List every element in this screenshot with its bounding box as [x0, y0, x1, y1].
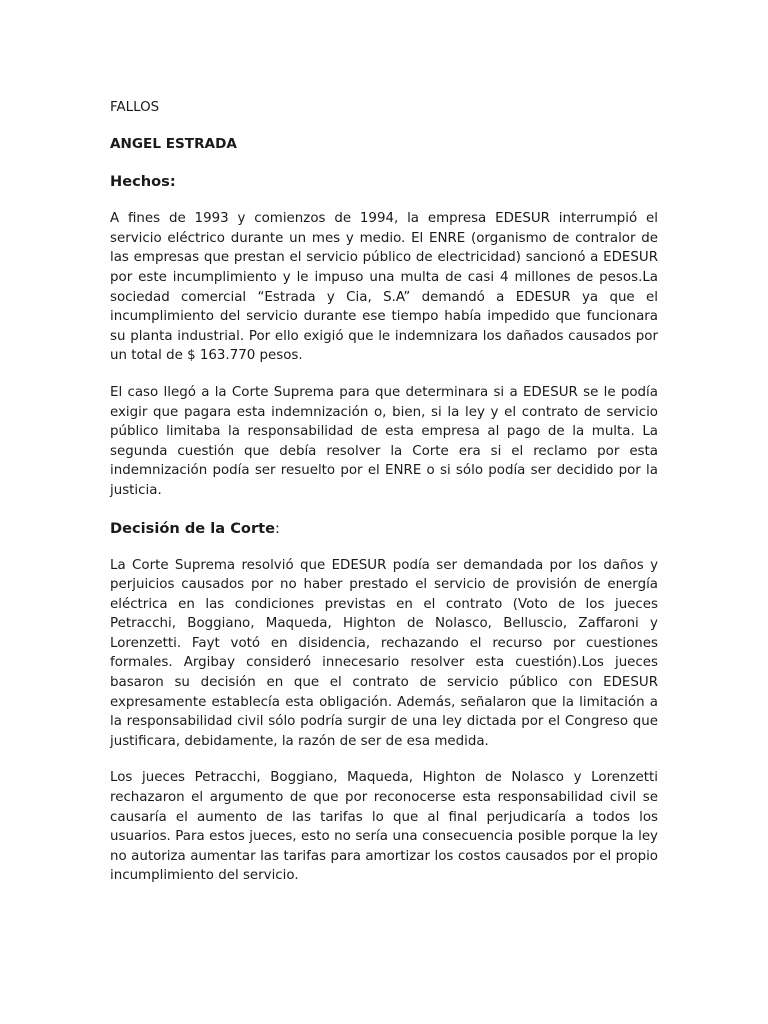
case-title: ANGEL ESTRADA — [110, 135, 237, 152]
decision-paragraph: Los jueces Petracchi, Boggiano, Maqueda, Highton de Nolasco y Lorenzetti rechazaron el argumento de que por reconocerse esta responsabilidad civil se causaría el aumento de las tarifas lo que al final perjudicaría a todos los usuarios. Para estos jueces, esto no sería una consecuencia posible porque la ley no autoriza aumentar las tarifas para amortizar los costos causados por el propio incumplimiento del servicio. — [110, 770, 658, 884]
decision-heading — [110, 518, 658, 539]
decision-paragraph: La Corte Suprema resolvió que EDESUR podía ser demandada por los daños y perjuicios causados por no haber prestado el servicio de provisión de energía eléctrica en las condiciones previstas en el contrato (Voto de los jueces Petracchi, Boggiano, Maqueda, Highton de Nolasco, Belluscio, Zaffaroni y Lorenzetti. Fayt votó en disidencia, rechazando el recurso por cuestiones formales. Argibay consideró innecesario resolver esta cuestión).Los jueces basaron su decisión en que el contrato de servicio público con EDESUR expresamente establecía esta obligación. Además, señalaron que la limitación a la responsabilidad civil sólo podría surgir de una ley dictada por el Congreso que justificara, debidamente, la razón de ser de esa medida. — [110, 557, 658, 749]
document-page — [110, 98, 658, 903]
facts-heading-text: Hechos: — [110, 173, 176, 191]
facts-paragraph: El caso llegó a la Corte Suprema para que determinara si a EDESUR se le podía exigir que pagara esta indemnización o, bien, si la ley y el contrato de servicio público limitaba la responsabilidad de esta empresa al pago de la multa. La segunda cuestión que debía resolver la Corte era si el reclamo por esta indemnización podía ser resuelto por el ENRE o si sólo podía ser decidido por la justicia. — [110, 384, 658, 498]
decision-heading-colon: : — [275, 519, 280, 537]
facts-heading — [110, 171, 658, 192]
document-label: FALLOS — [110, 100, 160, 115]
facts-paragraph: A fines de 1993 y comienzos de 1994, la empresa EDESUR interrumpió el servicio eléctrico durante un mes y medio. El ENRE (organismo de contralor de las empresas que prestan el servicio público de electricidad) sancionó a EDESUR por este incumplimiento y le impuso una multa de casi 4 millones de pesos.La sociedad comercial “Estrada y Cia, S.A” demandó a EDESUR ya que el incumplimiento del servicio durante ese tiempo había impedido que funcionara su planta industrial. Por ello exigió que le indemnizara los dañados causados por un total de $ 163.770 pesos. — [110, 211, 658, 364]
decision-heading-text: Decisión de la Corte — [110, 519, 276, 537]
